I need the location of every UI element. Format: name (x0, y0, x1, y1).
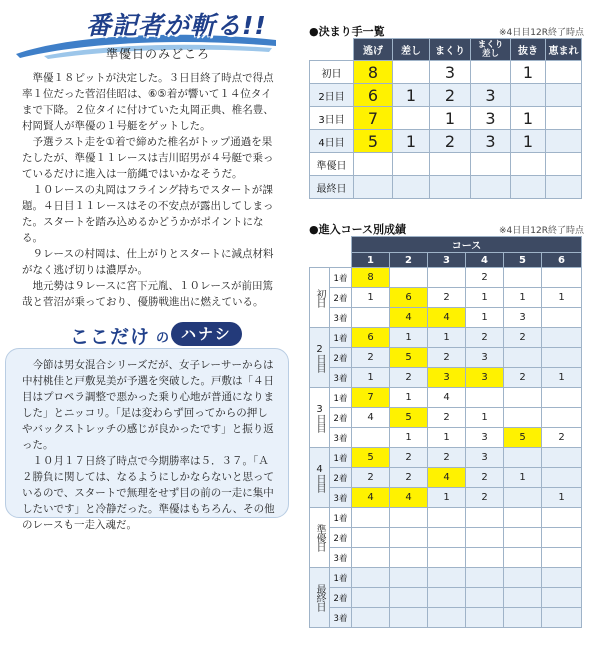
course-cell: 3 (504, 308, 542, 328)
course-row (310, 308, 582, 328)
hanashi-heading-text: ここだけ (70, 326, 151, 348)
course-row (310, 288, 582, 308)
course-cell (542, 508, 582, 528)
course-cell (466, 508, 504, 528)
course-cell: 2 (542, 428, 582, 448)
course-cell (504, 388, 542, 408)
course-cell (352, 608, 390, 628)
course-cell: 1 (504, 288, 542, 308)
course-table (309, 236, 582, 628)
kimarite-note: ※4日目12R終了時点 (499, 28, 584, 38)
kimarite-cell (546, 153, 582, 176)
article-paragraph: 準優１８ピットが決定した。３日目終了時点で得点率１位だった菅沼佳昭は、⑥⑤着が響いて１４位タイまで下降。２位タイに付けていた丸岡正典、椎名豊、村岡賢人が準優の１号艇をゲットした。 (22, 72, 274, 132)
course-row (310, 568, 582, 588)
course-cell: 2 (390, 468, 428, 488)
course-cell (466, 528, 504, 548)
course-row (310, 488, 582, 508)
course-note: ※4日目12R終了時点 (499, 226, 584, 236)
kimarite-cell (393, 153, 430, 176)
kimarite-cell (471, 61, 511, 84)
course-rank-label: 3着 (330, 428, 352, 448)
course-cell: 1 (466, 288, 504, 308)
kimarite-column-header: 差し (393, 39, 430, 61)
kimarite-cell: 7 (354, 107, 393, 130)
course-day-label: 3日目 (310, 388, 330, 448)
course-rank-label: 1着 (330, 388, 352, 408)
kimarite-column-header: 逃げ (354, 39, 393, 61)
course-row (310, 508, 582, 528)
kimarite-cell (393, 107, 430, 130)
kimarite-cell: 2 (430, 84, 471, 107)
course-cell: 2 (390, 368, 428, 388)
course-column-header: 3 (428, 253, 466, 268)
course-cell (466, 588, 504, 608)
course-cell: 2 (428, 408, 466, 428)
course-cell: 5 (390, 348, 428, 368)
course-row (310, 608, 582, 628)
course-cell: 4 (390, 488, 428, 508)
course-row (310, 428, 582, 448)
course-cell (352, 568, 390, 588)
course-cell: 1 (428, 488, 466, 508)
course-cell (504, 348, 542, 368)
kimarite-cell: 1 (393, 130, 430, 153)
kimarite-cell (430, 176, 471, 199)
course-group-header: コース (352, 237, 582, 253)
course-row (310, 348, 582, 368)
course-cell (390, 568, 428, 588)
course-cell (504, 408, 542, 428)
course-cell: 6 (390, 288, 428, 308)
hanashi-paragraph: 今節は男女混合シリーズだが、女子レーサーからは中村桃佳と戸敷晃美が予選を突破した。戸敷は「４日目はプロペラ調整で悪かった乗り心地が普通になりました」とニッコリ。「足は変わらず回ってからの押しやバックストレッチの感じが良かったです」と振り返った。 (22, 359, 274, 451)
course-cell: 2 (466, 488, 504, 508)
article-paragraph: 予選ラスト走を①着で締めた椎名がトップ通過を果たしたが、準優１１レースは吉川昭男が４号艇で乗っているだけに進入は一筋縄ではいかなそうだ。 (22, 136, 274, 180)
course-rank-label: 3着 (330, 488, 352, 508)
kimarite-cell: 3 (471, 130, 511, 153)
kimarite-cell (354, 176, 393, 199)
kimarite-column-header: まくり 差し (471, 39, 511, 61)
course-title: ●進入コース別成績 (309, 223, 407, 236)
course-cell (542, 608, 582, 628)
kimarite-row-label: 2日目 (310, 84, 354, 107)
course-cell (504, 448, 542, 468)
kimarite-row (310, 84, 582, 107)
kimarite-cell: 3 (471, 84, 511, 107)
course-cell (428, 268, 466, 288)
course-row (310, 448, 582, 468)
course-cell (428, 528, 466, 548)
hanashi-heading-no: の (156, 331, 170, 346)
course-rank-label: 3着 (330, 368, 352, 388)
course-rank-label: 2着 (330, 468, 352, 488)
course-cell: 1 (352, 288, 390, 308)
course-cell (428, 568, 466, 588)
course-cell: 1 (390, 388, 428, 408)
course-cell (504, 568, 542, 588)
course-cell: 1 (390, 328, 428, 348)
course-cell (542, 348, 582, 368)
kimarite-column-header: 恵まれ (546, 39, 582, 61)
kimarite-cell (354, 153, 393, 176)
course-row (310, 408, 582, 428)
course-cell: 1 (390, 428, 428, 448)
course-cell: 2 (504, 368, 542, 388)
kimarite-cell: 6 (354, 84, 393, 107)
course-cell (504, 548, 542, 568)
kimarite-row-label: 準優日 (310, 153, 354, 176)
kimarite-cell (546, 61, 582, 84)
course-rank-label: 3着 (330, 608, 352, 628)
course-cell (466, 548, 504, 568)
kimarite-cell: 5 (354, 130, 393, 153)
course-cell (428, 508, 466, 528)
kimarite-row-label: 4日目 (310, 130, 354, 153)
course-cell: 5 (352, 448, 390, 468)
hanashi-body (22, 357, 276, 533)
column-logo (14, 4, 284, 66)
kimarite-cell (511, 84, 546, 107)
course-cell (352, 548, 390, 568)
course-day-label: 準優日 (310, 508, 330, 568)
kimarite-cell: 3 (430, 61, 471, 84)
kimarite-cell: 2 (430, 130, 471, 153)
course-column-header: 1 (352, 253, 390, 268)
kimarite-row-label: 3日目 (310, 107, 354, 130)
course-cell: 4 (428, 468, 466, 488)
course-day-label: 2日目 (310, 328, 330, 388)
course-cell (542, 548, 582, 568)
kimarite-cell: 1 (511, 130, 546, 153)
kimarite-cell: 8 (354, 61, 393, 84)
course-cell (428, 548, 466, 568)
course-column-header: 5 (504, 253, 542, 268)
course-day-label: 4日目 (310, 448, 330, 508)
course-rank-label: 3着 (330, 548, 352, 568)
course-cell (542, 528, 582, 548)
course-cell: 1 (428, 428, 466, 448)
course-cell: 2 (428, 288, 466, 308)
kimarite-row (310, 176, 582, 199)
course-row (310, 368, 582, 388)
hanashi-heading (70, 320, 270, 350)
course-corner (310, 237, 352, 268)
course-cell (466, 388, 504, 408)
course-cell (542, 268, 582, 288)
kimarite-cell (546, 84, 582, 107)
course-cell: 2 (352, 468, 390, 488)
kimarite-column-header: まくり (430, 39, 471, 61)
course-cell (542, 468, 582, 488)
course-cell (542, 568, 582, 588)
course-cell: 2 (352, 348, 390, 368)
kimarite-cell (546, 176, 582, 199)
course-cell: 7 (352, 388, 390, 408)
course-rank-label: 2着 (330, 528, 352, 548)
kimarite-cell (471, 153, 511, 176)
course-rank-label: 1着 (330, 268, 352, 288)
course-cell (390, 268, 428, 288)
course-group-header-row (310, 237, 582, 253)
course-cell: 3 (466, 368, 504, 388)
kimarite-cell (393, 61, 430, 84)
kimarite-row (310, 130, 582, 153)
course-cell (390, 548, 428, 568)
hanashi-paragraph: １０月１７日終了時点で今期勝率は５．３７。「Ａ２勝負に関しては、なるようにしかならないと思っているので、スタートで無理をせず目の前の一走に集中したいです」と冷静だった。準優はもちろん、その他のレースも一走入魂だ。 (22, 455, 275, 531)
course-cell (504, 588, 542, 608)
course-row (310, 548, 582, 568)
course-cell (504, 488, 542, 508)
course-cell: 3 (428, 368, 466, 388)
course-cell: 8 (352, 268, 390, 288)
course-rank-label: 2着 (330, 588, 352, 608)
course-rank-label: 1着 (330, 328, 352, 348)
course-cell (504, 508, 542, 528)
course-cell: 2 (466, 268, 504, 288)
course-cell: 4 (352, 488, 390, 508)
article-paragraph: ９レースの村岡は、仕上がりとスタートに減点材料がなく逃げ切りは濃厚か。 (22, 248, 274, 276)
kimarite-cell: 1 (430, 107, 471, 130)
course-cell: 2 (504, 328, 542, 348)
course-cell (504, 528, 542, 548)
course-cell (390, 508, 428, 528)
course-cell (542, 408, 582, 428)
course-rank-label: 2着 (330, 288, 352, 308)
course-cell (352, 428, 390, 448)
hanashi-heading-pill: ハナシ (171, 322, 242, 346)
course-column-header: 4 (466, 253, 504, 268)
kimarite-row (310, 107, 582, 130)
course-cell: 1 (352, 368, 390, 388)
article-body (22, 70, 276, 310)
course-cell: 1 (466, 308, 504, 328)
course-column-header: 6 (542, 253, 582, 268)
article-paragraph: 地元勢は９レースに宮下元胤、１０レースが前田篤哉と菅沼が乗っており、優勝戦進出に燃えている。 (22, 280, 273, 308)
course-cell (542, 328, 582, 348)
course-cell (390, 588, 428, 608)
course-cell: 4 (390, 308, 428, 328)
course-cell (352, 308, 390, 328)
course-cell: 3 (466, 448, 504, 468)
course-cell: 1 (504, 468, 542, 488)
course-row (310, 528, 582, 548)
kimarite-cell (430, 153, 471, 176)
course-row (310, 388, 582, 408)
course-row (310, 468, 582, 488)
course-cell (542, 308, 582, 328)
kimarite-title: ●決まり手一覧 (309, 25, 385, 38)
course-cell: 6 (352, 328, 390, 348)
course-row (310, 268, 582, 288)
kimarite-row-label: 初日 (310, 61, 354, 84)
course-cell (542, 588, 582, 608)
logo-subtitle: 準優日のみどころ (106, 47, 211, 61)
course-cell (504, 268, 542, 288)
course-cell: 2 (466, 468, 504, 488)
course-rank-label: 1着 (330, 508, 352, 528)
kimarite-cell (511, 176, 546, 199)
kimarite-cell (393, 176, 430, 199)
kimarite-corner (310, 39, 354, 61)
course-rank-label: 3着 (330, 308, 352, 328)
course-cell (542, 448, 582, 468)
kimarite-column-header: 抜き (511, 39, 546, 61)
course-cell: 4 (428, 388, 466, 408)
course-cell (428, 588, 466, 608)
course-cell (390, 528, 428, 548)
course-cell: 1 (542, 368, 582, 388)
article-paragraph: １０レースの丸岡はフライング持ちでスタートが課題。４日目１１レースはその不安点が露出してしまった。スタートを踏み込めるかどうかがポイントになる。 (22, 184, 274, 244)
course-cell (504, 608, 542, 628)
kimarite-cell: 1 (511, 61, 546, 84)
kimarite-cell (546, 130, 582, 153)
kimarite-row (310, 61, 582, 84)
course-cell: 1 (542, 288, 582, 308)
course-cell: 2 (390, 448, 428, 468)
course-cell (466, 608, 504, 628)
course-cell (352, 588, 390, 608)
course-row (310, 328, 582, 348)
course-rank-label: 2着 (330, 348, 352, 368)
kimarite-cell: 3 (471, 107, 511, 130)
kimarite-row-label: 最終日 (310, 176, 354, 199)
kimarite-table (309, 38, 582, 199)
course-cell: 4 (352, 408, 390, 428)
course-cell (352, 508, 390, 528)
course-rank-label: 1着 (330, 448, 352, 468)
course-day-label: 初日 (310, 268, 330, 328)
course-cell: 3 (466, 348, 504, 368)
course-day-label: 最終日 (310, 568, 330, 628)
course-cell (466, 568, 504, 588)
course-cell: 2 (428, 448, 466, 468)
course-cell (352, 528, 390, 548)
logo-title: 番記者が斬る!! (86, 11, 267, 40)
course-cell: 1 (466, 408, 504, 428)
course-cell: 2 (466, 328, 504, 348)
course-cell: 1 (428, 328, 466, 348)
course-rank-label: 1着 (330, 568, 352, 588)
course-cell: 1 (542, 488, 582, 508)
course-cell: 5 (390, 408, 428, 428)
course-cell (542, 388, 582, 408)
course-rank-label: 2着 (330, 408, 352, 428)
kimarite-cell: 1 (511, 107, 546, 130)
kimarite-cell (546, 107, 582, 130)
course-cell: 2 (428, 348, 466, 368)
course-cell: 4 (428, 308, 466, 328)
course-cell (428, 608, 466, 628)
kimarite-row (310, 153, 582, 176)
course-row (310, 588, 582, 608)
course-column-header: 2 (390, 253, 428, 268)
kimarite-cell (471, 176, 511, 199)
course-cell: 3 (466, 428, 504, 448)
kimarite-cell (511, 153, 546, 176)
course-cell (390, 608, 428, 628)
kimarite-cell: 1 (393, 84, 430, 107)
kimarite-header-row (310, 39, 582, 61)
course-cell: 5 (504, 428, 542, 448)
